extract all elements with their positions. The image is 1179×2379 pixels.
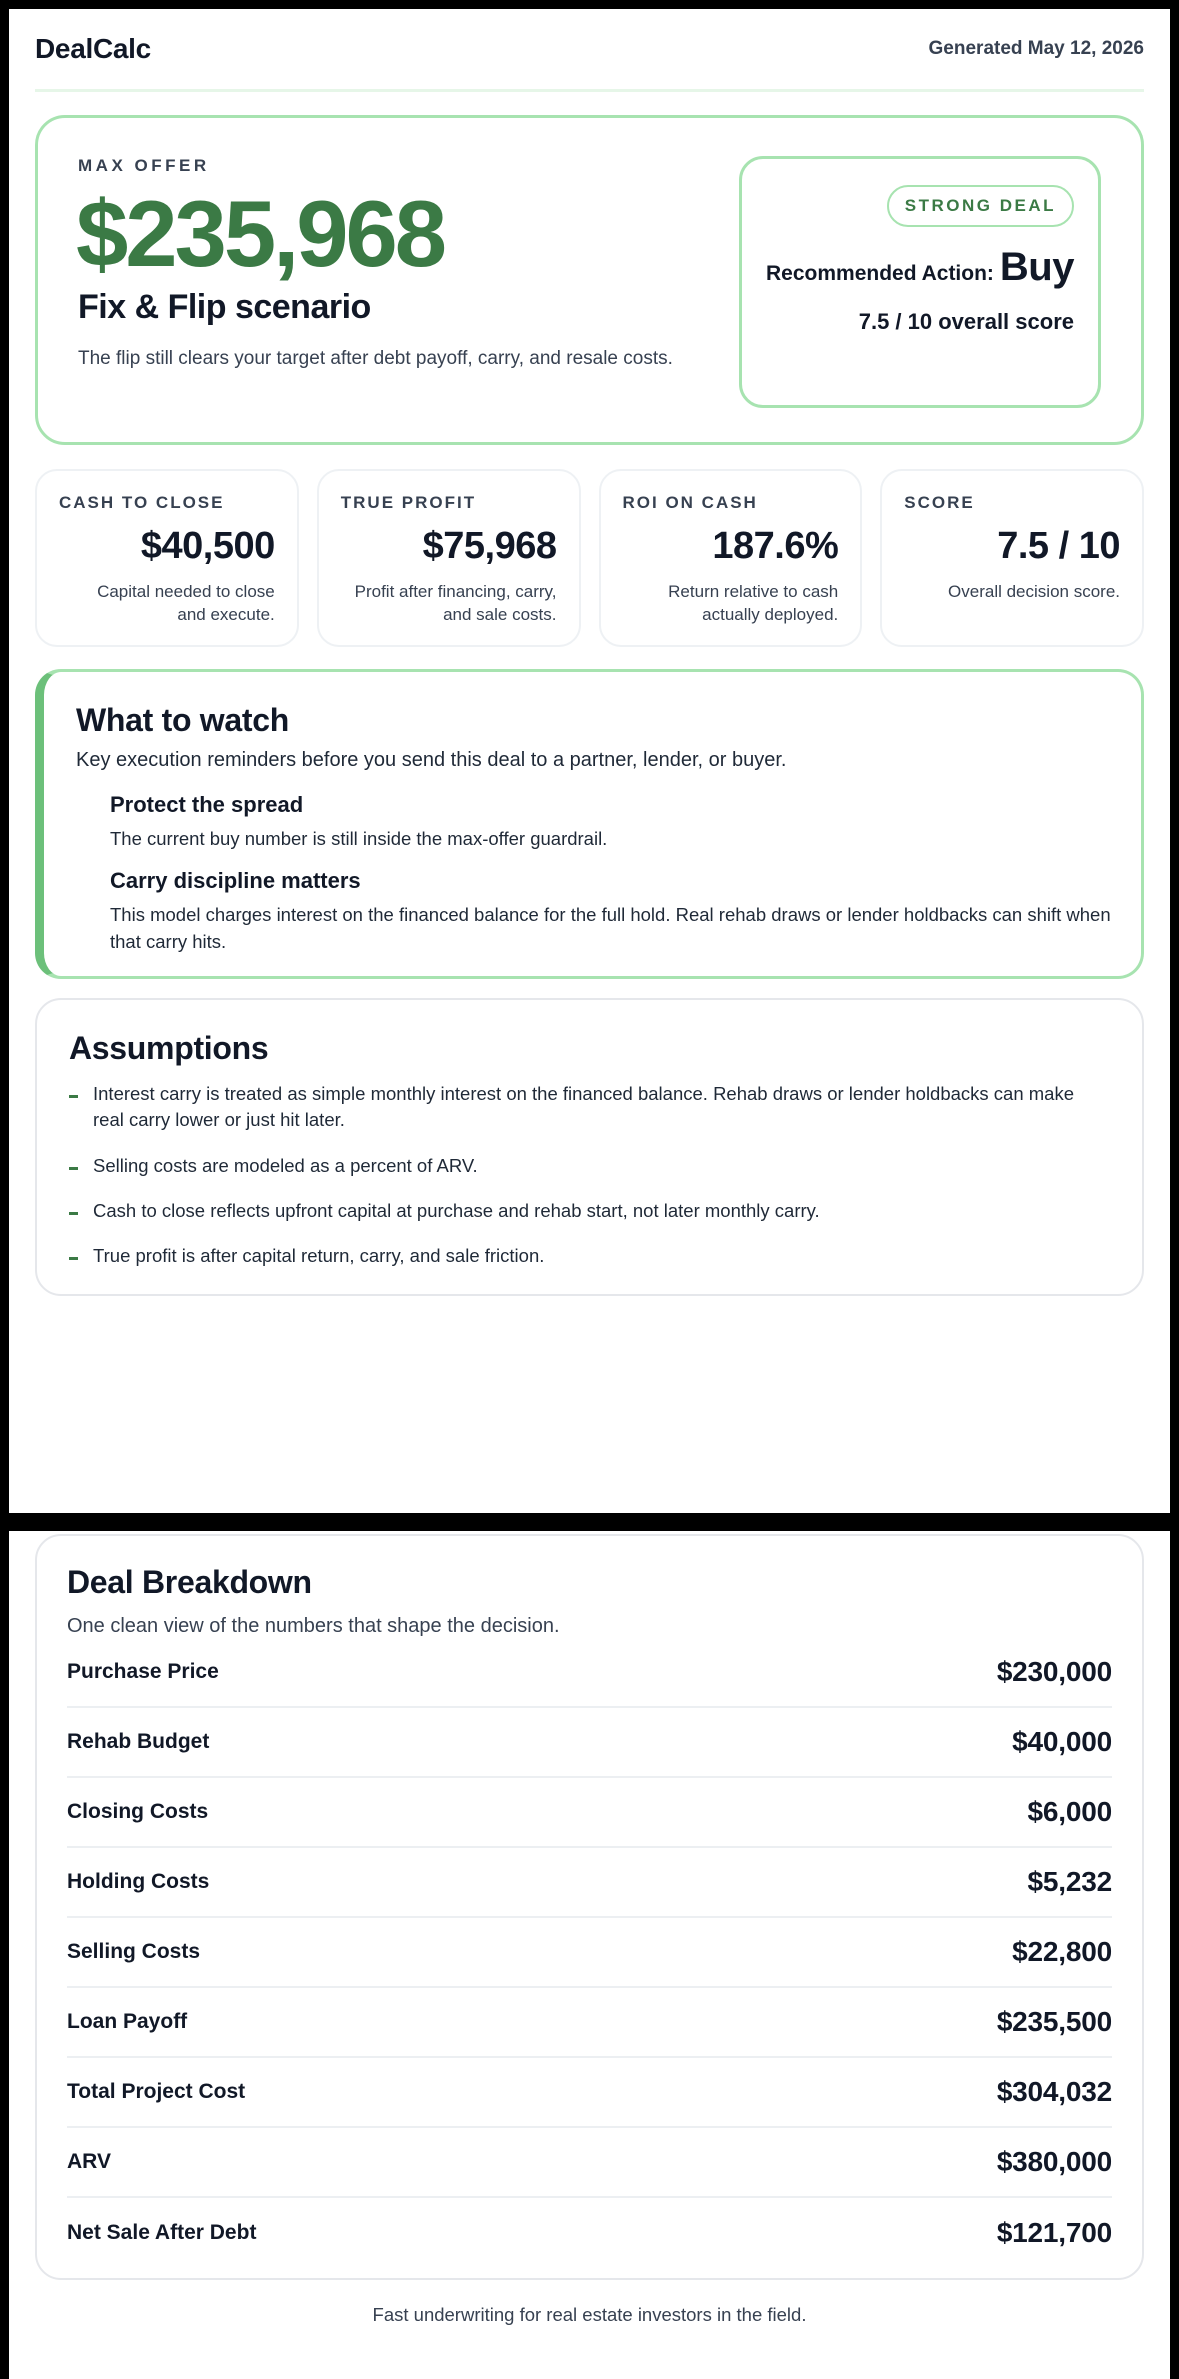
scenario-description: The flip still clears your target after debt payoff, carry, and resale costs.	[78, 348, 673, 369]
metric-label: TRUE PROFIT	[340, 493, 477, 512]
assumption-text: True profit is after capital return, carry, and sale friction.	[93, 1245, 545, 1267]
assumption-item	[69, 1198, 1106, 1224]
brand-name: DealCalc	[35, 33, 151, 64]
breakdown-row-net-sale-after-debt	[67, 2198, 1112, 2268]
deal-strength-badge: STRONG DEAL	[887, 185, 1074, 227]
metric-cash-to-close	[35, 469, 299, 647]
max-offer-card	[35, 115, 1144, 445]
dash-bullet-icon	[69, 1095, 78, 1098]
assumption-text: Selling costs are modeled as a percent of ARV.	[93, 1154, 478, 1176]
recommended-action-label: Recommended Action:	[766, 262, 994, 285]
assumptions-card	[35, 998, 1144, 1296]
breakdown-value: $121,700	[996, 2217, 1112, 2248]
generated-date: Generated May 12, 2026	[928, 38, 1144, 59]
scenario-title: Fix & Flip scenario	[78, 288, 371, 326]
breakdown-value: $5,232	[1027, 1866, 1112, 1897]
report-page-1	[9, 9, 1170, 1513]
breakdown-row-rehab-budget	[67, 1708, 1112, 1778]
breakdown-label: ARV	[67, 2150, 111, 2173]
assumption-item	[69, 1081, 1106, 1134]
dash-bullet-icon	[69, 1212, 78, 1215]
deal-breakdown-card	[35, 1534, 1144, 2280]
breakdown-value: $235,500	[996, 2006, 1112, 2037]
breakdown-row-selling-costs	[67, 1918, 1112, 1988]
metrics-row	[35, 469, 1144, 649]
breakdown-row-arv	[67, 2128, 1112, 2198]
breakdown-label: Rehab Budget	[67, 1730, 210, 1753]
watch-item-text: This model charges interest on the financed balance for the full hold. Real rehab draws or lender holdbacks can shift when that carry hits.	[110, 904, 1111, 952]
dash-bullet-icon	[69, 1167, 78, 1170]
breakdown-table	[67, 1638, 1112, 2268]
breakdown-value: $40,000	[1012, 1726, 1112, 1757]
breakdown-label: Loan Payoff	[67, 2010, 188, 2033]
breakdown-label: Total Project Cost	[67, 2080, 246, 2103]
recommended-action-value: Buy	[999, 245, 1074, 289]
watch-item-text: The current buy number is still inside the max-offer guardrail.	[110, 828, 608, 849]
metric-value: $40,500	[140, 525, 275, 567]
what-to-watch-title: What to watch	[76, 702, 289, 738]
max-offer-amount: $235,968	[76, 181, 445, 286]
what-to-watch-subtitle: Key execution reminders before you send this deal to a partner, lender, or buyer.	[76, 749, 787, 771]
metric-value: $75,968	[422, 525, 557, 567]
deal-breakdown-title: Deal Breakdown	[67, 1564, 312, 1600]
watch-item-title: Carry discipline matters	[110, 868, 361, 894]
metric-label: SCORE	[904, 493, 975, 512]
breakdown-row-loan-payoff	[67, 1988, 1112, 2058]
metric-label: ROI ON CASH	[622, 493, 758, 512]
assumptions-title: Assumptions	[69, 1030, 269, 1066]
watch-item	[110, 868, 1111, 955]
recommended-action	[766, 245, 1074, 290]
breakdown-label: Closing Costs	[67, 1800, 209, 1823]
breakdown-label: Holding Costs	[67, 1870, 210, 1893]
breakdown-value: $22,800	[1012, 1936, 1112, 1967]
assumption-item	[69, 1243, 1106, 1269]
metric-description: Return relative to cash actually deployed.	[668, 582, 839, 624]
breakdown-label: Purchase Price	[67, 1660, 219, 1683]
assumption-item	[69, 1153, 1106, 1179]
report-page-2	[9, 1531, 1170, 2379]
deal-breakdown-subtitle: One clean view of the numbers that shape the decision.	[67, 1615, 560, 1637]
watch-item	[110, 792, 1111, 852]
watch-item-title: Protect the spread	[110, 792, 304, 817]
assumption-text: Interest carry is treated as simple monthly interest on the financed balance. Rehab draws or lender holdbacks can make real carry lower or just hit later.	[93, 1083, 1075, 1131]
report-header	[35, 9, 1144, 92]
metric-value: 7.5 / 10	[997, 525, 1120, 567]
metric-value: 187.6%	[712, 525, 839, 567]
max-offer-label: MAX OFFER	[78, 156, 210, 175]
metric-description: Profit after financing, carry, and sale costs.	[354, 582, 557, 624]
assumptions-list	[69, 1081, 1106, 1269]
metric-score	[880, 469, 1144, 647]
breakdown-label: Selling Costs	[67, 1940, 201, 1963]
verdict-card	[739, 156, 1101, 408]
metric-true-profit	[317, 469, 581, 647]
what-to-watch-card	[35, 669, 1144, 979]
breakdown-row-total-project-cost	[67, 2058, 1112, 2128]
breakdown-value: $380,000	[996, 2146, 1112, 2177]
overall-score: 7.5 / 10 overall score	[858, 309, 1074, 334]
metric-description: Overall decision score.	[948, 582, 1120, 601]
metric-roi-on-cash	[599, 469, 863, 647]
dash-bullet-icon	[69, 1257, 78, 1260]
breakdown-row-holding-costs	[67, 1848, 1112, 1918]
metric-label: CASH TO CLOSE	[59, 493, 225, 512]
metric-description: Capital needed to close and execute.	[97, 582, 275, 624]
breakdown-label: Net Sale After Debt	[67, 2221, 257, 2244]
breakdown-value: $6,000	[1027, 1796, 1112, 1827]
breakdown-value: $304,032	[996, 2076, 1112, 2107]
breakdown-value: $230,000	[996, 1656, 1112, 1687]
breakdown-row-purchase-price	[67, 1638, 1112, 1708]
footer-tagline: Fast underwriting for real estate investors in the field.	[372, 2304, 807, 2325]
assumption-text: Cash to close reflects upfront capital at purchase and rehab start, not later monthly carry.	[93, 1199, 820, 1221]
breakdown-row-closing-costs	[67, 1778, 1112, 1848]
